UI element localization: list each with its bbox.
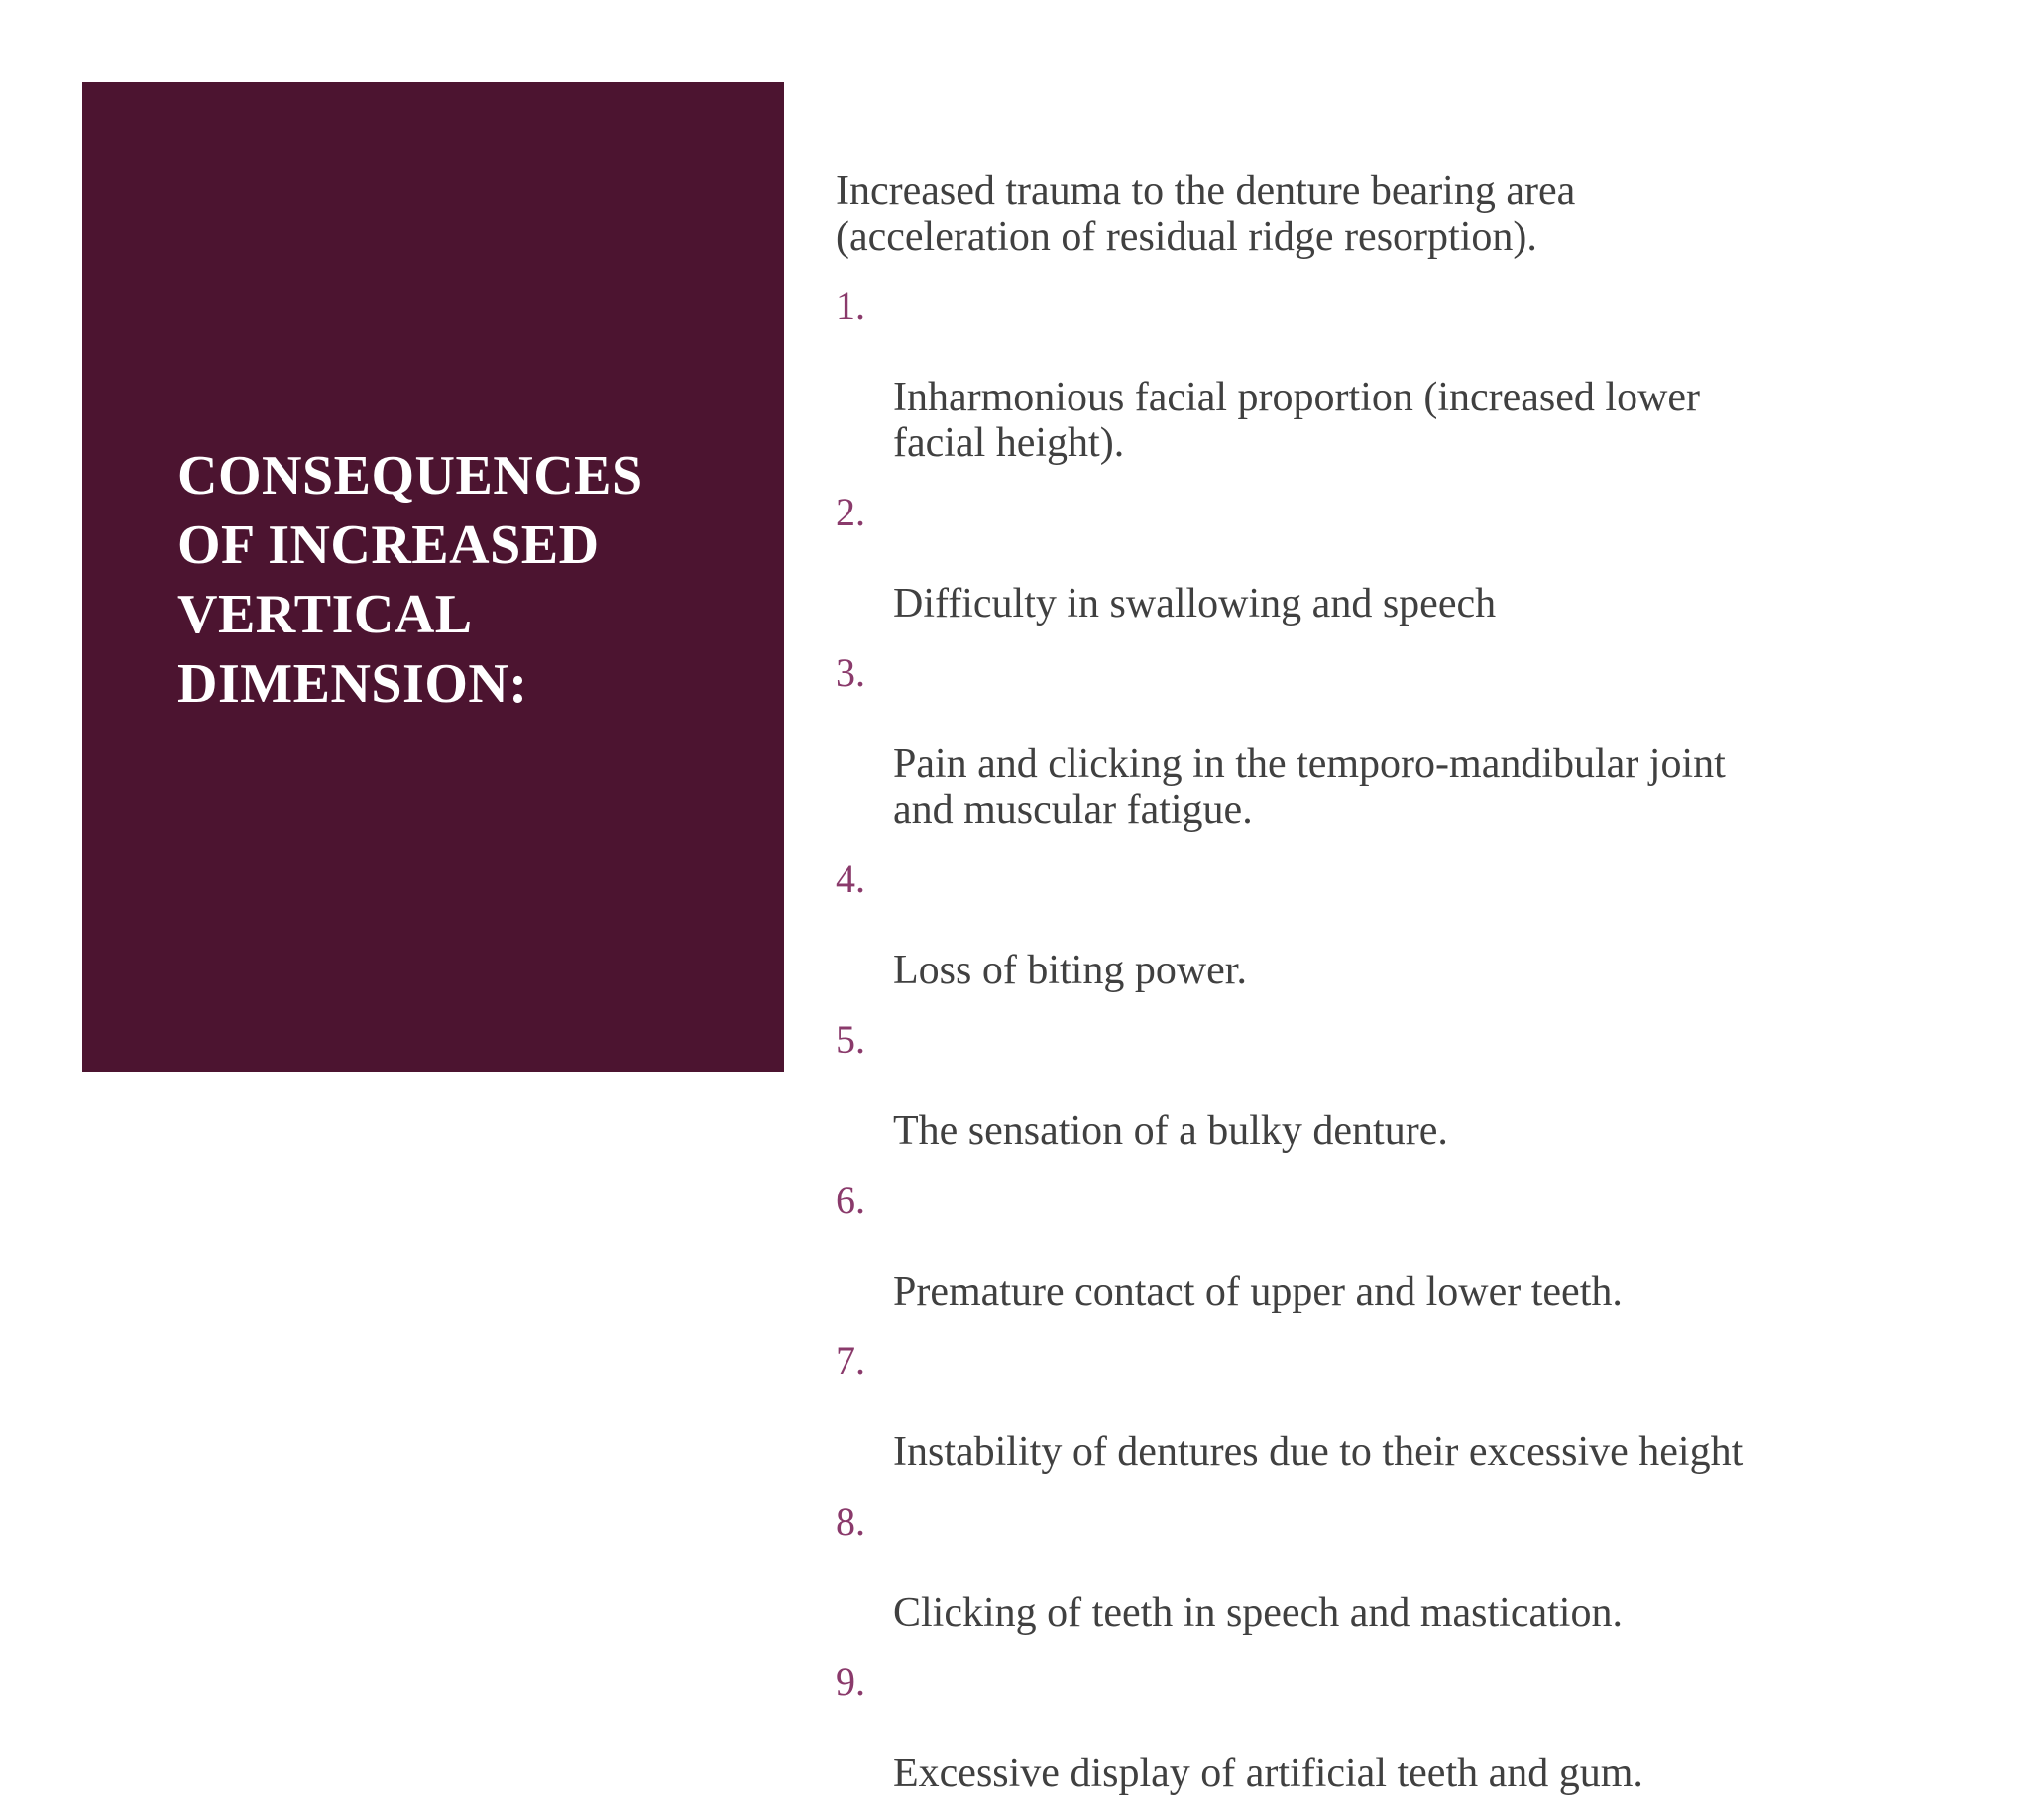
intro-paragraph: Increased trauma to the denture bearing area (acceleration of residual ridge resorption). bbox=[836, 169, 1576, 260]
list-item-number: 8. bbox=[836, 1499, 865, 1543]
list-item bbox=[836, 1659, 1966, 1796]
slide-title: CONSEQUENCES OF INCREASED VERTICAL DIMENSION: bbox=[177, 445, 643, 715]
list-item-text: Instability of dentures due to their excessive height bbox=[893, 1429, 1744, 1475]
list-item-text: The sensation of a bulky denture. bbox=[893, 1108, 1448, 1154]
list-item-text: Excessive display of artificial teeth and gum. bbox=[893, 1751, 1643, 1796]
list-item bbox=[836, 490, 1966, 626]
list-item-number: 3. bbox=[836, 650, 865, 695]
list-item-text: Difficulty in swallowing and speech bbox=[893, 581, 1497, 626]
list-item bbox=[836, 1178, 1966, 1314]
list-item-number: 1. bbox=[836, 284, 865, 328]
list-item-text: Pain and clicking in the temporo-mandibular joint and muscular fatigue. bbox=[893, 741, 1726, 833]
list-item-number: 6. bbox=[836, 1178, 865, 1222]
list-item-text: Loss of biting power. bbox=[893, 948, 1247, 993]
list-item bbox=[836, 1499, 1966, 1636]
list-item-text: Clicking of teeth in speech and mastication. bbox=[893, 1590, 1623, 1636]
list-item-number: 4. bbox=[836, 856, 865, 901]
list-item-number: 7. bbox=[836, 1338, 865, 1383]
title-panel bbox=[82, 82, 784, 1072]
list-item-number: 9. bbox=[836, 1659, 865, 1704]
list-item-text: Inharmonious facial proportion (increased lower facial height). bbox=[893, 375, 1701, 466]
list-item-number: 2. bbox=[836, 490, 865, 534]
list-item bbox=[836, 1338, 1966, 1475]
list-item bbox=[836, 650, 1966, 833]
consequence-list bbox=[836, 284, 1966, 1796]
list-item bbox=[836, 284, 1966, 466]
list-item-text: Premature contact of upper and lower teeth. bbox=[893, 1269, 1623, 1314]
list-item-number: 5. bbox=[836, 1017, 865, 1062]
list-item bbox=[836, 856, 1966, 993]
list-item bbox=[836, 1017, 1966, 1154]
content-area bbox=[836, 169, 1966, 1820]
